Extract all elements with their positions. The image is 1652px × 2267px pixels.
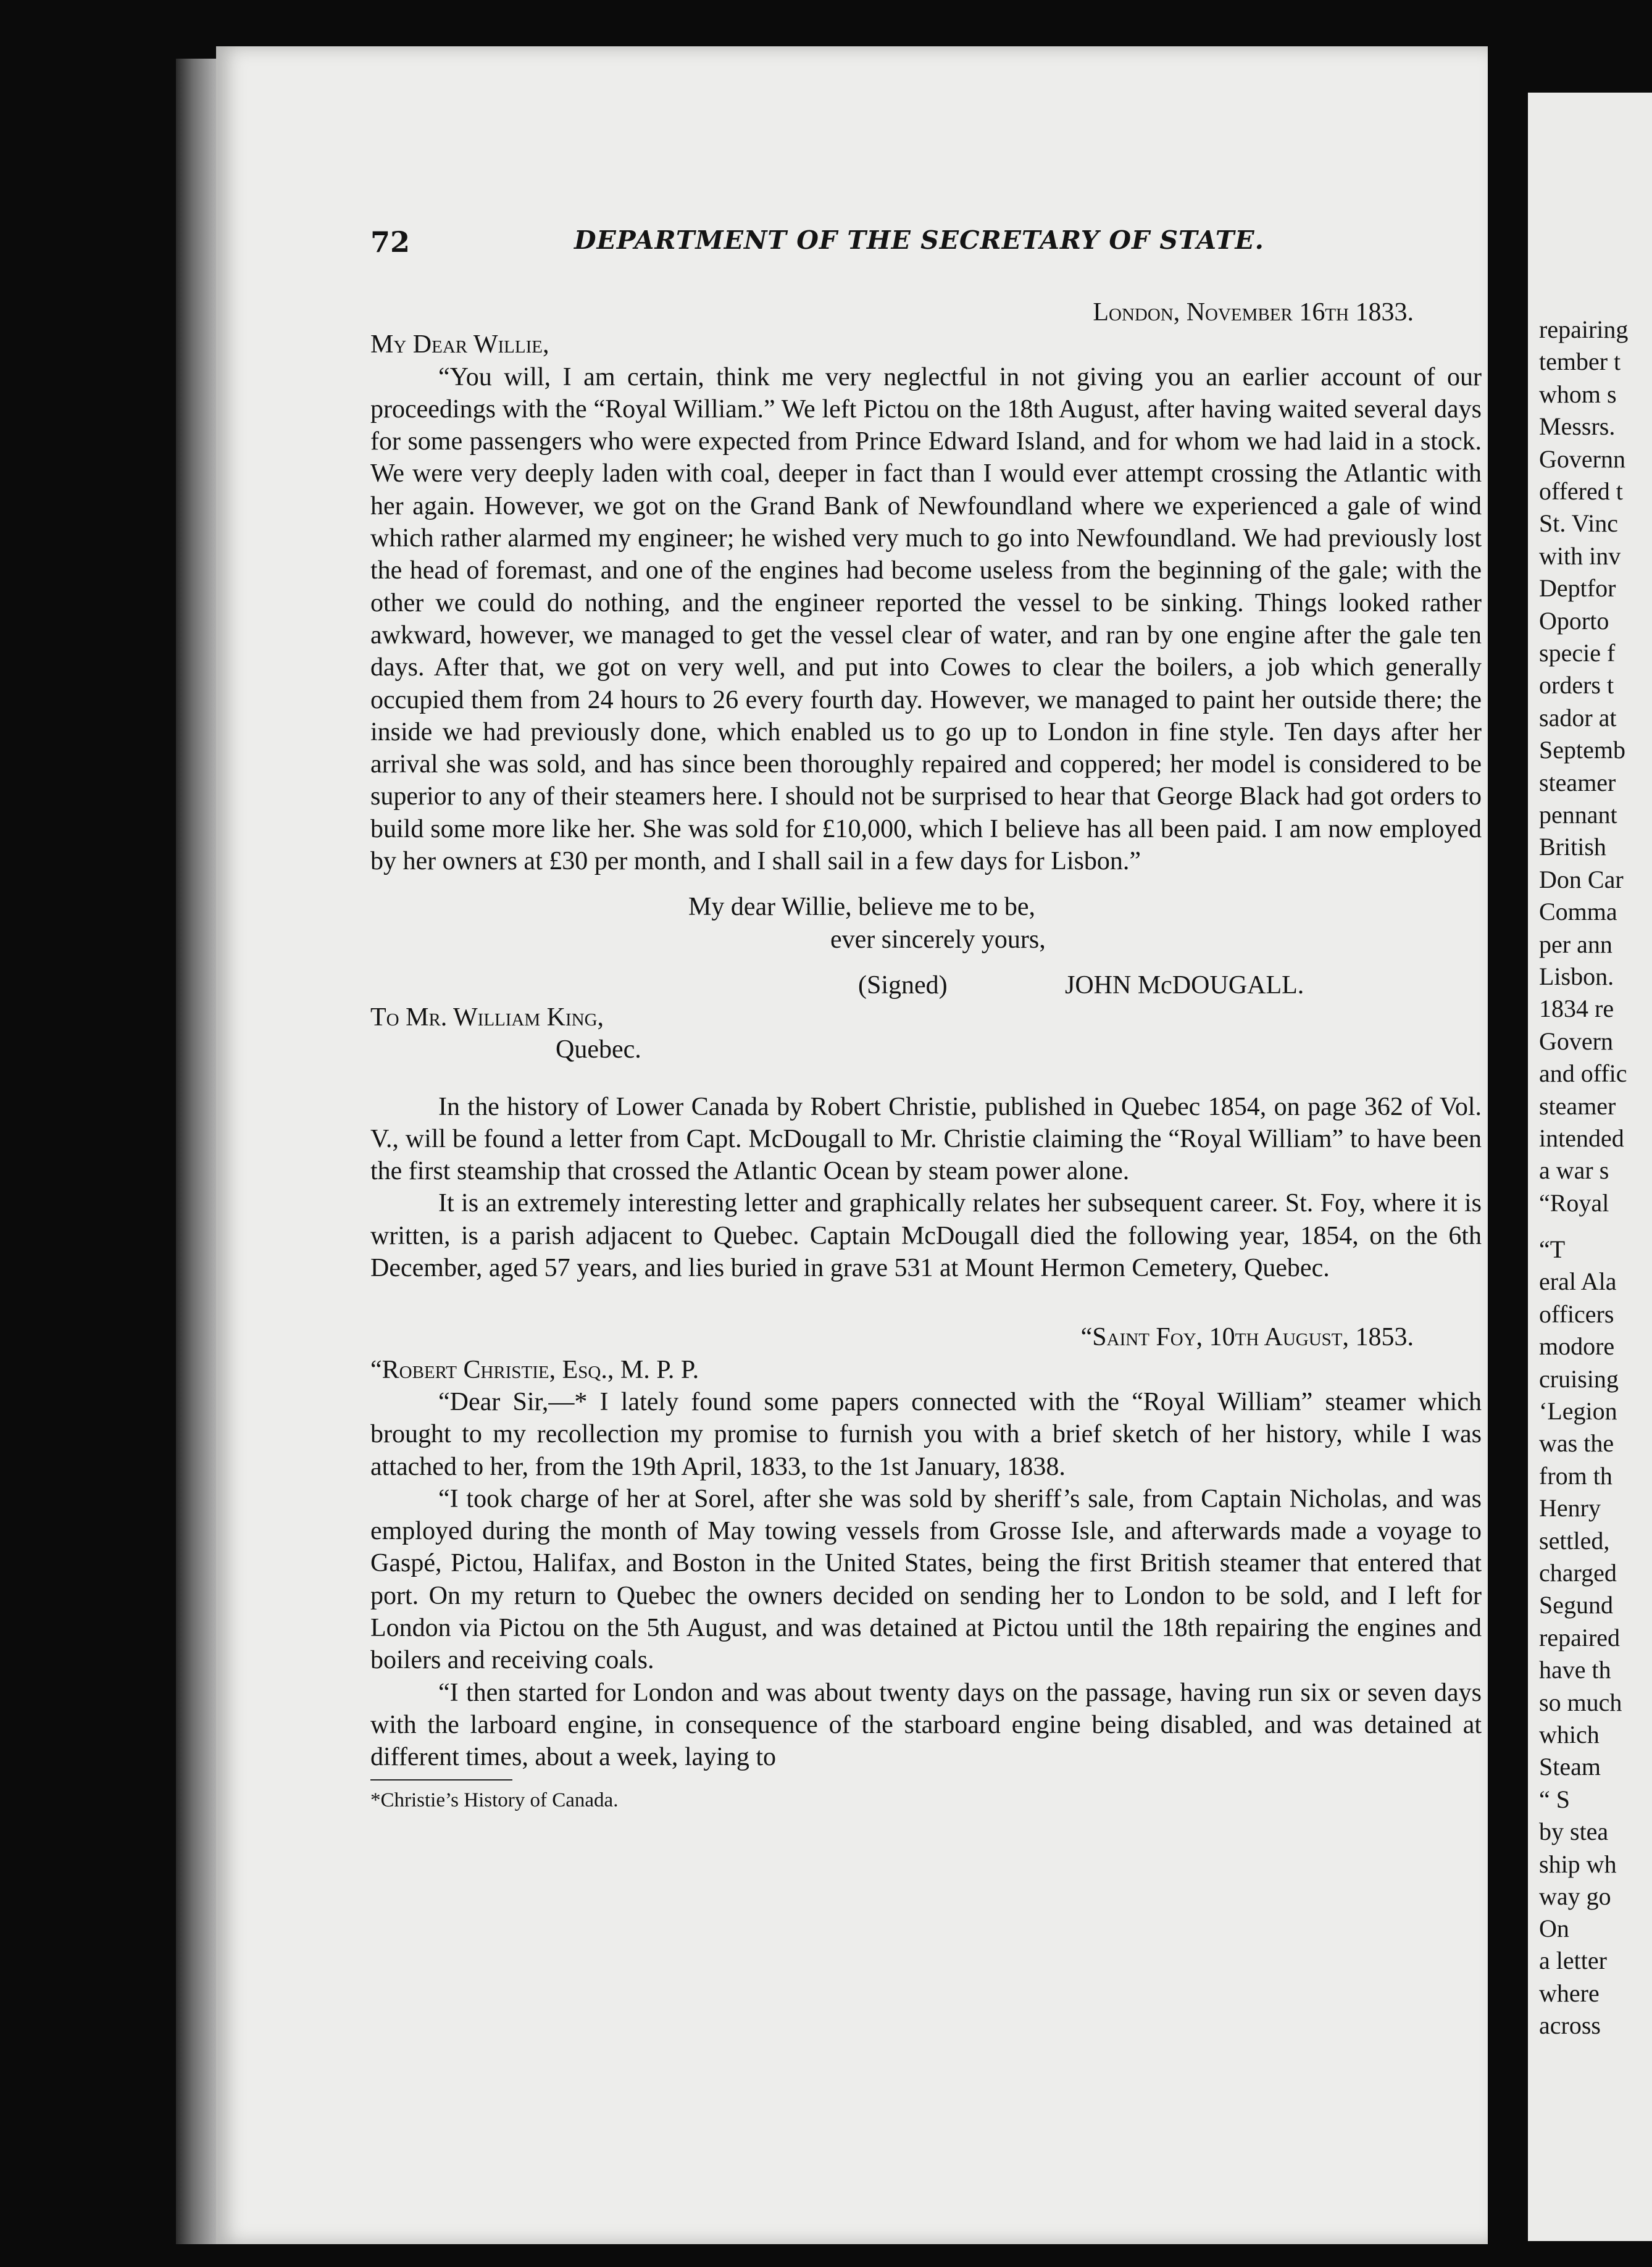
signature: JOHN McDOUGALL. xyxy=(1065,971,1304,1000)
facing-page-text-fragment: St. Vinc xyxy=(1539,509,1618,538)
facing-page-text-fragment: was the xyxy=(1539,1429,1614,1458)
facing-page-text-fragment: steamer xyxy=(1539,1092,1616,1120)
facing-page-text-fragment: pennant xyxy=(1539,801,1617,829)
facing-page-text-fragment: a war s xyxy=(1539,1156,1609,1185)
facing-page-text-fragment: and offic xyxy=(1539,1059,1627,1088)
facing-page-text-fragment: Henry xyxy=(1539,1494,1601,1522)
facing-page-text-fragment: charged xyxy=(1539,1559,1617,1587)
facing-page-text-fragment: “T xyxy=(1539,1235,1566,1263)
page-number: 72 xyxy=(370,225,411,259)
facing-page-text-fragment: ship wh xyxy=(1539,1850,1617,1878)
facing-page-fragment xyxy=(1528,93,1652,2241)
facing-page-text-fragment: Oporto xyxy=(1539,606,1609,635)
narrative-para1: In the history of Lower Canada by Robert Christie, published in Quebec 1854, on page 362 of Vol. V., will be found a letter from Capt. McDougall to Mr. Christie claiming the “Royal William” to have been the first steamship that crossed the Atlantic Ocean by steam power alone. xyxy=(370,1092,1482,1186)
text-block xyxy=(370,296,1482,1817)
facing-page-text-fragment: a letter xyxy=(1539,1947,1607,1975)
facing-page-text-fragment: way go xyxy=(1539,1882,1611,1910)
facing-page-text-fragment: per ann xyxy=(1539,930,1612,958)
letter1-dateline: London, November 16th 1833. xyxy=(1093,298,1414,327)
facing-page-text-fragment: modore xyxy=(1539,1332,1615,1361)
facing-page-text-fragment: Segund xyxy=(1539,1591,1613,1619)
facing-page-text-fragment: On xyxy=(1539,1914,1569,1942)
facing-page-text-fragment: intended xyxy=(1539,1124,1624,1152)
facing-page-text-fragment: which xyxy=(1539,1721,1600,1748)
facing-page-text-fragment: Govern xyxy=(1539,1027,1613,1055)
running-head: DEPARTMENT OF THE SECRETARY OF STATE. xyxy=(574,225,1264,255)
facing-page-text-fragment: Comma xyxy=(1539,898,1617,926)
letter2-para1: “Dear Sir,—* I lately found some papers connected with the “Royal William” steamer which brought to my recollection my promise to furnish you with a brief sketch of her history, while I was attached to her, from the 19th April, 1833, to the 1st January, 1838. xyxy=(370,1387,1482,1481)
facing-page-text-fragment: sador at xyxy=(1539,703,1617,732)
letter1-addressee-line1: To Mr. William King, xyxy=(370,1003,604,1032)
facing-page-text-fragment: from th xyxy=(1539,1461,1612,1490)
facing-page-text-fragment: “ S xyxy=(1539,1785,1570,1813)
facing-page-text-fragment: whom s xyxy=(1539,380,1617,408)
facing-page-text-fragment: cruising xyxy=(1539,1364,1619,1393)
page-header xyxy=(370,225,1475,262)
facing-page-text-fragment: so much xyxy=(1539,1688,1622,1716)
facing-page-text-fragment: Messrs. xyxy=(1539,412,1616,441)
facing-page-text-fragment: across xyxy=(1539,2011,1601,2040)
facing-page-text-fragment: Don Car xyxy=(1539,865,1624,893)
facing-page-text-fragment: 1834 re xyxy=(1539,995,1614,1023)
facing-page-text-fragment: eral Ala xyxy=(1539,1267,1617,1296)
facing-page-text-fragment: by stea xyxy=(1539,1818,1609,1846)
letter1-closing1: My dear Willie, believe me to be, xyxy=(688,893,1036,922)
footnote-rule xyxy=(370,1779,512,1781)
facing-page-text-fragment: British xyxy=(1539,833,1606,861)
facing-page-text-fragment: repaired xyxy=(1539,1623,1621,1651)
facing-page-text-fragment: repairing xyxy=(1539,315,1629,343)
facing-page-text-fragment: ‘Legion xyxy=(1539,1397,1617,1425)
document-page xyxy=(216,46,1488,2244)
letter1-salutation: My Dear Willie, xyxy=(370,330,549,359)
letter1-addressee-line2: Quebec. xyxy=(556,1035,641,1064)
facing-page-text-fragment: Governn xyxy=(1539,445,1625,473)
letter1-closing2: ever sincerely yours, xyxy=(830,925,1046,954)
facing-page-text-fragment: orders t xyxy=(1539,671,1614,699)
footnote: *Christie’s History of Canada. xyxy=(370,1789,619,1812)
facing-page-text-fragment: Lisbon. xyxy=(1539,962,1614,990)
facing-page-text-fragment: where xyxy=(1539,1979,1600,2007)
letter2-dateline: “Saint Foy, 10th August, 1853. xyxy=(1080,1323,1414,1352)
signed-label: (Signed) xyxy=(858,971,948,1000)
facing-page-text-fragment: Deptfor xyxy=(1539,574,1616,603)
facing-page-text-fragment: “Royal xyxy=(1539,1188,1609,1217)
facing-page-text-fragment: offered t xyxy=(1539,477,1623,505)
facing-page-text-fragment: Septemb xyxy=(1539,736,1625,764)
facing-page-text-fragment: steamer xyxy=(1539,768,1616,796)
facing-page-text-fragment: with inv xyxy=(1539,541,1621,570)
letter2-para3: “I then started for London and was about twenty days on the passage, having run six or seven days with the larboard engine, in consequence of the starboard engine being disabled, and was detained at different times, about a week, laying to xyxy=(370,1678,1482,1772)
letter2-para2: “I took charge of her at Sorel, after she was sold by sheriff’s sale, from Captain Nicholas, and was employed during the month of May towing vessels from Grosse Isle, and afterwards made a voyage to Gaspé, Pictou, Halifax, and Boston in the United States, being the first British steamer that entered that port. On my return to Quebec the owners decided on sending her to London to be sold, and I left for London via Pictou on the 5th August, and was detained at Pictou until the 18th repairing the engines and boilers and receiving coals. xyxy=(370,1484,1482,1675)
facing-page-text-fragment: specie f xyxy=(1539,639,1616,667)
facing-page-text-fragment: tember t xyxy=(1539,348,1621,376)
narrative-para2: It is an extremely interesting letter and graphically relates her subsequent career. St. Foy, where it is written, is a parish adjacent to Quebec. Captain McDougall died the following year, 1854, on the 6th December, aged 57 years, and lies buried in grave 531 at Mount Hermon Cemetery, Quebec. xyxy=(370,1189,1482,1283)
letter1-body: “You will, I am certain, think me very neglectful in not giving you an earlier account of our proceedings with the “Royal William.” We left Pictou on the 18th August, after having waited several days for some passengers who were expected from Prince Edward Island, and for whom we had laid in a stock. We were very deeply laden with coal, deeper in fact than I would ever attempt crossing the Atlantic with her again. However, we got on the Grand Bank of Newfoundland where we experienced a gale of wind which rather alarmed my engineer; he wished very much to go into Newfoundland. We had previously lost the head of foremast, and one of the engines had become useless from the beginning of the gale; with the other we could do nothing, and the engineer reported the vessel to be sinking. Things looked rather awkward, however, we managed to get the vessel clear of water, and ran by one engine after the gale ten days. After that, we got on very well, and put into Cowes to clear the boilers, a job which generally occupied them from 24 hours to 26 every fourth day. However, we managed to paint her outside there; the inside we had previously done, which enabled us to go up to London in fine style. Ten days after her arrival she was sold, and has since been thoroughly repaired and coppered; her model is considered to be superior to any of their steamers here. I should not be surprised to hear that George Black had got orders to build some more like her. She was sold for £10,000, which I believe has all been paid. I am now employed by her owners at £30 per month, and I shall sail in a few days for Lisbon.” xyxy=(370,362,1482,876)
facing-page-text-fragment: Steam xyxy=(1539,1753,1601,1781)
facing-page-text-fragment: officers xyxy=(1539,1300,1614,1328)
facing-page-text-fragment: have th xyxy=(1539,1656,1611,1684)
letter1-signature-line xyxy=(370,969,1482,1001)
letter2-addressee: “Robert Christie, Esq., M. P. P. xyxy=(370,1355,699,1384)
facing-page-text-fragment: settled, xyxy=(1539,1526,1610,1555)
